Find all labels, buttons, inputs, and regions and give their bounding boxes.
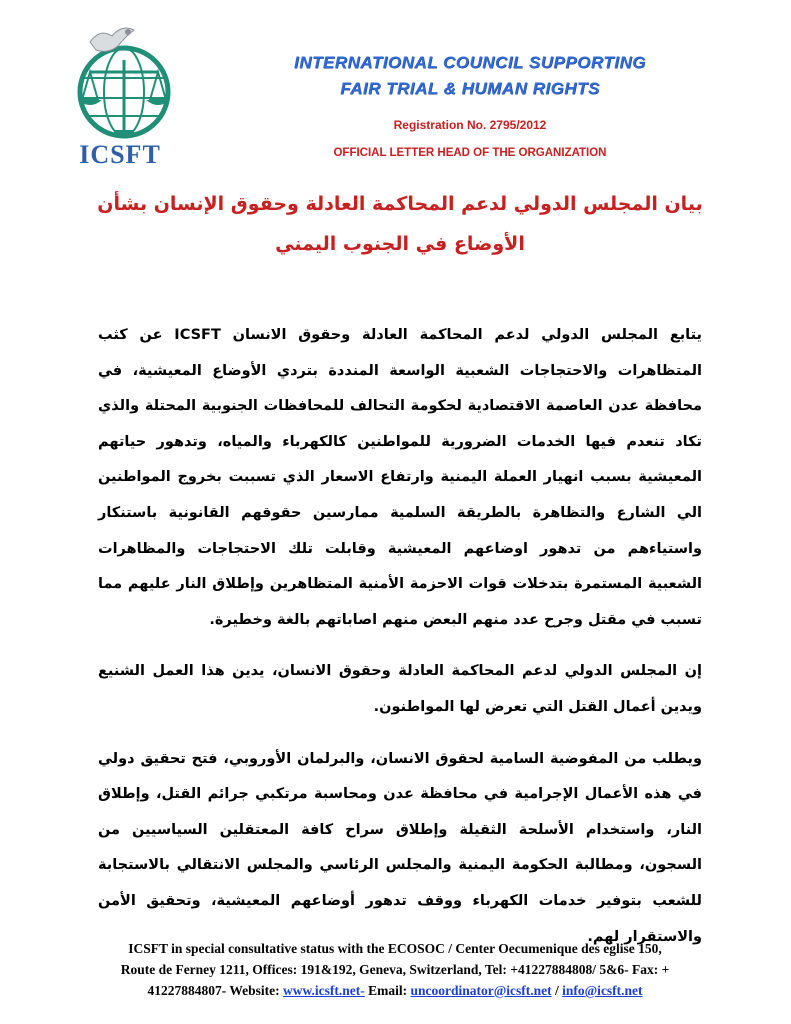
organization-logo <box>60 20 180 170</box>
address-start: / Center Oecumenique des eglise 150, <box>444 941 662 956</box>
footer-contact <box>80 938 710 1001</box>
email-link-coordinator[interactable]: uncoordinator@icsft.net <box>410 983 552 998</box>
email-label: Email: <box>364 983 411 998</box>
statement-heading: بيان المجلس الدولي لدعم المحاكمة العادلة وحقوق الإنسان بشأن الأوضاع في الجنوب اليمني <box>97 193 703 255</box>
paragraph-1: يتابع المجلس الدولي لدعم المحاكمة العادلة وحقوق الانسان ICSFT عن كثب المتظاهرات والاحتجاجات الشعبية الواسعة المنددة بتردي الأوضاع المعيشية، في محافظة عدن العاصمة الاقتصادية لحكومة التحالف للمحافظات الجنوبية المحتلة والذي تكاد تنعدم فيها الخدمات الضرورية للمواطنين كالكهرباء والمياه، وتدهور حياتهم المعيشية بسبب انهيار العملة اليمنية وارتفاع الاسعار الذي تسببت بخروج المواطنين الي الشارع والتظاهرة بالطريقة السلمية ممارسين حقوقهم القانونية باستنكار واستياءهم من تدهور اوضاعهم المعيشية وقابلت تلك الاحتجاجات والمظاهرات الشعبية المستمرة بتدخلات قوات الاحزمة الأمنية المتظاهرين وإطلاق النار عليهم مما تسبب في مقتل وجرح عدد منهم البعض منهم اصاباتهم بالغة وخطيرة. <box>98 327 702 628</box>
org-title-line-2: FAIR TRIAL & HUMAN RIGHTS <box>340 79 600 98</box>
paragraph-2: إن المجلس الدولي لدعم المحاكمة العادلة وحقوق الانسان، يدين هذا العمل الشنيع ويدين أعمال القتل التي تعرض لها المواطنون. <box>98 663 702 715</box>
registration-number: Registration No. 2795/2012 <box>393 118 547 132</box>
letterhead-caption: OFFICIAL LETTER HEAD OF THE ORGANIZATION <box>333 147 607 159</box>
organization-title <box>190 50 750 102</box>
website-link[interactable]: www.icsft.net- <box>282 983 365 998</box>
footer-line-2: Route de Ferney 1211, Offices: 191&192, Geneva, Switzerland, Tel: +41227884808/ 5&6- Fax: + <box>120 962 670 977</box>
statement-body <box>98 318 702 971</box>
website-label: 41227884807- Website: <box>147 983 283 998</box>
org-title-line-1: INTERNATIONAL COUNCIL SUPPORTING <box>294 53 646 72</box>
footer-line-3 <box>80 980 710 1001</box>
footer-line-1 <box>80 938 710 959</box>
ecosoc-status: ICSFT in special consultative status with the ECOSOC <box>128 941 445 956</box>
email-link-info[interactable]: info@icsft.net <box>562 983 643 998</box>
email-separator: / <box>551 983 563 998</box>
logo-acronym: ICSFT <box>79 140 161 169</box>
paragraph-3: ويطلب من المفوضية السامية لحقوق الانسان، والبرلمان الأوروبي، فتح تحقيق دولي في هذه الأعمال الإجرامية في محافظة عدن ومحاسبة مرتكبي جرائم القتل، وإطلاق النار، واستخدام الأسلحة الثقيلة وإطلاق سراح كافة المعتقلين السياسيين من السجون، ومطالبة الحكومة اليمنية والمجلس الرئاسي والمجلس الانتقالي بالاستجابة للشعب بتوفير خدمات الكهرباء ووقف تدهور أوضاعهم المعيشية، وتحقيق الأمن والاستقرار لهم. <box>98 750 702 945</box>
scales-globe-icon <box>60 20 180 145</box>
